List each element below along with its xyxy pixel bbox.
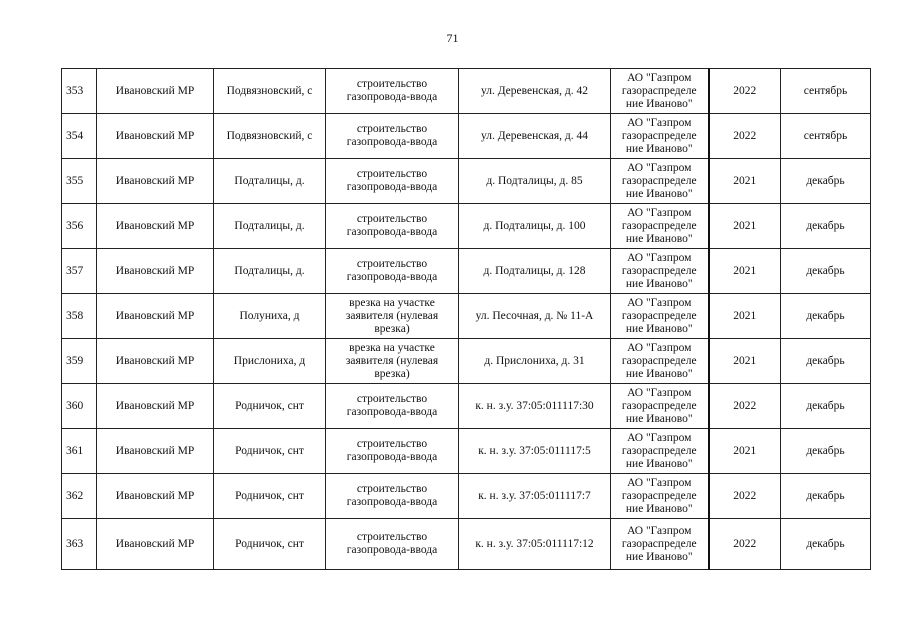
year-cell-text: 2022: [733, 129, 757, 142]
table-row: [62, 69, 871, 114]
year-cell-text: 2021: [733, 354, 757, 367]
company-cell: [611, 69, 709, 114]
month-cell-text: сентябрь: [803, 84, 848, 97]
address-cell: [459, 204, 611, 249]
company-cell-text: АО "Газпром газораспределе ние Иваново": [621, 524, 697, 563]
work-type-cell-text: строительство газопровода-ввода: [346, 123, 438, 148]
district-cell-text: Ивановский МР: [115, 537, 195, 550]
year-cell: [709, 429, 781, 474]
month-cell-text: декабрь: [806, 354, 845, 367]
row-number-text: 355: [66, 174, 84, 187]
work-type-cell-text: строительство газопровода-ввода: [346, 438, 438, 463]
address-cell-text: д. Подталицы, д. 128: [483, 264, 586, 277]
work-type-cell-text: строительство газопровода-ввода: [346, 213, 438, 238]
settlement-cell: [214, 159, 326, 204]
month-cell: [781, 69, 871, 114]
settlement-cell: [214, 339, 326, 384]
row-number: [62, 294, 97, 339]
company-cell-text: АО "Газпром газораспределе ние Иваново": [621, 386, 697, 425]
row-number: [62, 69, 97, 114]
settlement-cell: [214, 204, 326, 249]
address-cell-text: д. Прислониха, д. 31: [484, 354, 585, 367]
district-cell: [97, 114, 214, 159]
row-number: [62, 114, 97, 159]
settlement-cell-text: Подвязновский, с: [226, 129, 313, 142]
settlement-cell: [214, 429, 326, 474]
year-cell: [709, 114, 781, 159]
year-cell-text: 2021: [733, 174, 757, 187]
district-cell-text: Ивановский МР: [115, 354, 195, 367]
settlement-cell-text: Подталицы, д.: [234, 264, 305, 277]
work-type-cell-text: строительство газопровода-ввода: [346, 78, 438, 103]
company-cell-text: АО "Газпром газораспределе ние Иваново": [621, 206, 697, 245]
row-number: [62, 339, 97, 384]
year-cell: [709, 474, 781, 519]
settlement-cell-text: Родничок, снт: [235, 489, 304, 502]
settlement-cell-text: Прислониха, д: [233, 354, 306, 367]
month-cell: [781, 474, 871, 519]
address-cell-text: к. н. з.у. 37:05:011117:12: [475, 537, 594, 550]
district-cell-text: Ивановский МР: [115, 399, 195, 412]
address-cell: [459, 249, 611, 294]
company-cell: [611, 519, 709, 570]
table-body: [62, 69, 871, 570]
settlement-cell-text: Родничок, снт: [235, 399, 304, 412]
table-row: [62, 204, 871, 249]
address-cell: [459, 69, 611, 114]
year-cell-text: 2021: [733, 219, 757, 232]
work-type-cell: [326, 159, 459, 204]
year-cell-text: 2022: [733, 399, 757, 412]
year-cell: [709, 339, 781, 384]
company-cell-text: АО "Газпром газораспределе ние Иваново": [621, 71, 697, 110]
company-cell: [611, 249, 709, 294]
district-cell: [97, 474, 214, 519]
year-cell: [709, 294, 781, 339]
company-cell: [611, 339, 709, 384]
settlement-cell: [214, 294, 326, 339]
district-cell-text: Ивановский МР: [115, 309, 195, 322]
table-row: [62, 519, 871, 570]
month-cell-text: декабрь: [806, 219, 845, 232]
month-cell: [781, 519, 871, 570]
table-row: [62, 429, 871, 474]
work-type-cell: [326, 339, 459, 384]
row-number: [62, 519, 97, 570]
month-cell: [781, 294, 871, 339]
year-cell: [709, 69, 781, 114]
district-cell: [97, 204, 214, 249]
company-cell-text: АО "Газпром газораспределе ние Иваново": [621, 251, 697, 290]
address-cell-text: д. Подталицы, д. 85: [486, 174, 583, 187]
row-number-text: 361: [66, 444, 84, 457]
company-cell: [611, 114, 709, 159]
work-type-cell: [326, 69, 459, 114]
district-cell-text: Ивановский МР: [115, 444, 195, 457]
table-row: [62, 159, 871, 204]
work-type-cell: [326, 114, 459, 159]
company-cell-text: АО "Газпром газораспределе ние Иваново": [621, 476, 697, 515]
address-cell: [459, 159, 611, 204]
table-row: [62, 114, 871, 159]
row-number-text: 354: [66, 129, 84, 142]
row-number-text: 356: [66, 219, 84, 232]
month-cell: [781, 384, 871, 429]
company-cell: [611, 294, 709, 339]
row-number-text: 357: [66, 264, 84, 277]
work-type-cell-text: строительство газопровода-ввода: [346, 393, 438, 418]
district-cell: [97, 69, 214, 114]
row-number-text: 353: [66, 84, 84, 97]
work-type-cell-text: строительство газопровода-ввода: [346, 258, 438, 283]
row-number: [62, 204, 97, 249]
row-number-text: 359: [66, 354, 84, 367]
company-cell: [611, 204, 709, 249]
table-row: [62, 474, 871, 519]
gas-connection-table: [61, 68, 871, 570]
month-cell: [781, 114, 871, 159]
year-cell-text: 2022: [733, 537, 757, 550]
row-number-text: 360: [66, 399, 84, 412]
row-number: [62, 159, 97, 204]
year-cell-text: 2021: [733, 309, 757, 322]
work-type-cell: [326, 204, 459, 249]
address-cell: [459, 429, 611, 474]
district-cell: [97, 249, 214, 294]
work-type-cell: [326, 519, 459, 570]
settlement-cell: [214, 114, 326, 159]
row-number-text: 362: [66, 489, 84, 502]
address-cell: [459, 474, 611, 519]
district-cell-text: Ивановский МР: [115, 264, 195, 277]
work-type-cell: [326, 384, 459, 429]
table-row: [62, 249, 871, 294]
settlement-cell-text: Подталицы, д.: [234, 219, 305, 232]
address-cell: [459, 384, 611, 429]
address-cell-text: д. Подталицы, д. 100: [483, 219, 586, 232]
month-cell-text: декабрь: [806, 489, 845, 502]
work-type-cell-text: врезка на участке заявителя (нулевая врезка): [345, 341, 439, 380]
district-cell-text: Ивановский МР: [115, 84, 195, 97]
address-cell-text: ул. Песочная, д. № 11-А: [475, 309, 594, 322]
company-cell: [611, 474, 709, 519]
month-cell: [781, 249, 871, 294]
month-cell-text: декабрь: [806, 399, 845, 412]
settlement-cell-text: Подвязновский, с: [226, 84, 313, 97]
address-cell-text: ул. Деревенская, д. 42: [480, 84, 589, 97]
year-cell-text: 2022: [733, 84, 757, 97]
table-row: [62, 384, 871, 429]
company-cell-text: АО "Газпром газораспределе ние Иваново": [621, 296, 697, 335]
address-cell: [459, 114, 611, 159]
district-cell: [97, 519, 214, 570]
year-cell-text: 2021: [733, 444, 757, 457]
settlement-cell: [214, 519, 326, 570]
company-cell-text: АО "Газпром газораспределе ние Иваново": [621, 431, 697, 470]
company-cell-text: АО "Газпром газораспределе ние Иваново": [621, 341, 697, 380]
month-cell-text: декабрь: [806, 264, 845, 277]
district-cell: [97, 384, 214, 429]
month-cell: [781, 339, 871, 384]
district-cell-text: Ивановский МР: [115, 489, 195, 502]
month-cell: [781, 159, 871, 204]
company-cell: [611, 429, 709, 474]
month-cell-text: декабрь: [806, 174, 845, 187]
work-type-cell: [326, 249, 459, 294]
company-cell: [611, 159, 709, 204]
month-cell-text: декабрь: [806, 309, 845, 322]
month-cell-text: декабрь: [806, 444, 845, 457]
year-cell-text: 2021: [733, 264, 757, 277]
district-cell: [97, 339, 214, 384]
page-number: 71: [446, 31, 459, 45]
address-cell-text: к. н. з.у. 37:05:011117:5: [478, 444, 591, 457]
year-cell: [709, 159, 781, 204]
month-cell: [781, 429, 871, 474]
company-cell: [611, 384, 709, 429]
settlement-cell-text: Родничок, снт: [235, 537, 304, 550]
year-cell: [709, 249, 781, 294]
district-cell-text: Ивановский МР: [115, 129, 195, 142]
address-cell-text: к. н. з.у. 37:05:011117:7: [478, 489, 591, 502]
district-cell: [97, 294, 214, 339]
settlement-cell-text: Подталицы, д.: [234, 174, 305, 187]
settlement-cell: [214, 69, 326, 114]
address-cell: [459, 519, 611, 570]
year-cell: [709, 204, 781, 249]
address-cell: [459, 294, 611, 339]
work-type-cell: [326, 294, 459, 339]
district-cell: [97, 159, 214, 204]
district-cell-text: Ивановский МР: [115, 219, 195, 232]
row-number: [62, 429, 97, 474]
month-cell-text: декабрь: [806, 537, 845, 550]
table-row: [62, 294, 871, 339]
settlement-cell: [214, 384, 326, 429]
work-type-cell-text: врезка на участке заявителя (нулевая врезка): [345, 296, 439, 335]
address-cell-text: ул. Деревенская, д. 44: [480, 129, 589, 142]
row-number-text: 358: [66, 309, 84, 322]
month-cell-text: сентябрь: [803, 129, 848, 142]
row-number: [62, 384, 97, 429]
month-cell: [781, 204, 871, 249]
row-number-text: 363: [66, 537, 84, 550]
address-cell-text: к. н. з.у. 37:05:011117:30: [475, 399, 594, 412]
work-type-cell: [326, 474, 459, 519]
settlement-cell: [214, 474, 326, 519]
work-type-cell-text: строительство газопровода-ввода: [346, 483, 438, 508]
company-cell-text: АО "Газпром газораспределе ние Иваново": [621, 161, 697, 200]
year-cell: [709, 384, 781, 429]
work-type-cell: [326, 429, 459, 474]
row-number: [62, 474, 97, 519]
year-cell: [709, 519, 781, 570]
work-type-cell-text: строительство газопровода-ввода: [346, 168, 438, 193]
row-number: [62, 249, 97, 294]
district-cell-text: Ивановский МР: [115, 174, 195, 187]
settlement-cell-text: Родничок, снт: [235, 444, 304, 457]
settlement-cell: [214, 249, 326, 294]
district-cell: [97, 429, 214, 474]
address-cell: [459, 339, 611, 384]
company-cell-text: АО "Газпром газораспределе ние Иваново": [621, 116, 697, 155]
table-row: [62, 339, 871, 384]
year-cell-text: 2022: [733, 489, 757, 502]
settlement-cell-text: Полуниха, д: [239, 309, 300, 322]
work-type-cell-text: строительство газопровода-ввода: [346, 531, 438, 556]
